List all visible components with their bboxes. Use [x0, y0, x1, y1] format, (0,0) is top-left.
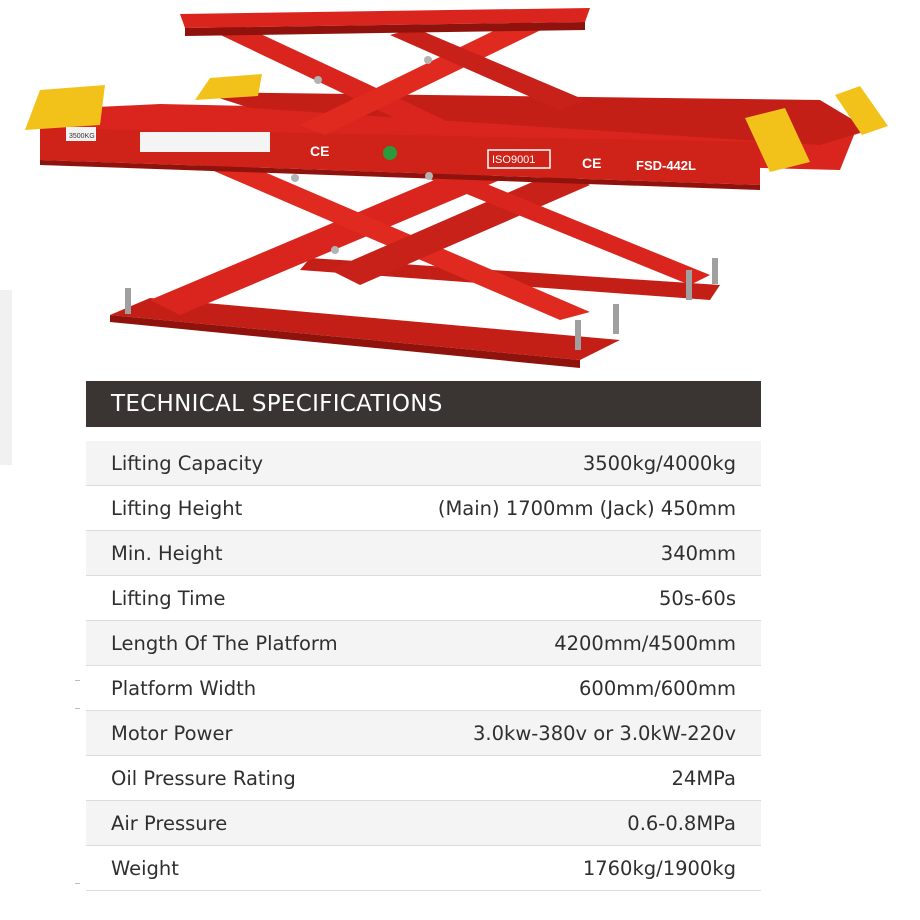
spec-row [86, 441, 761, 486]
foot-bolt [125, 288, 131, 314]
spec-value: 4200mm/4500mm [554, 631, 736, 655]
ce-mark: CE [310, 143, 330, 159]
spec-row [86, 531, 761, 576]
spec-label: Motor Power [111, 721, 233, 745]
product-image [0, 0, 920, 375]
ce-mark: CE [582, 155, 602, 171]
capacity-plate-text: 3500KG [69, 133, 95, 140]
spec-value: 340mm [660, 541, 736, 565]
spec-label: Lifting Height [111, 496, 243, 520]
spec-label: Length Of The Platform [111, 631, 338, 655]
spec-table-title: TECHNICAL SPECIFICATIONS [86, 381, 761, 427]
spec-label: Min. Height [111, 541, 223, 565]
spec-value: 50s-60s [659, 586, 736, 610]
spec-row [86, 486, 761, 531]
foot-bolt [575, 320, 581, 350]
spec-value: 600mm/600mm [579, 676, 736, 700]
spec-row [86, 621, 761, 666]
model-label: FSD-442L [636, 158, 696, 173]
spec-label: Lifting Capacity [111, 451, 264, 475]
spec-label: Air Pressure [111, 811, 228, 835]
spec-row [86, 666, 761, 711]
spec-row [86, 711, 761, 756]
spec-row [86, 756, 761, 801]
power-button-icon [383, 146, 397, 160]
spec-value: (Main) 1700mm (Jack) 450mm [437, 496, 736, 520]
spec-value: 3.0kw-380v or 3.0kW-220v [473, 721, 736, 745]
foot-bolt [686, 270, 692, 300]
spec-row [86, 576, 761, 621]
ramp-left [25, 85, 105, 130]
spec-label: Weight [111, 856, 179, 880]
spec-value: 24MPa [671, 766, 736, 790]
spec-label: Lifting Time [111, 586, 226, 610]
scissor-lift-illustration [0, 0, 920, 375]
foot-bolt [712, 258, 718, 284]
spec-value: 3500kg/4000kg [582, 451, 736, 475]
spec-row [86, 801, 761, 846]
ramp-left-rear [195, 74, 262, 100]
spec-row [86, 846, 761, 891]
spec-value: 1760kg/1900kg [582, 856, 736, 880]
spec-value: 0.6-0.8MPa [627, 811, 736, 835]
spec-table [86, 381, 761, 891]
spec-label: Platform Width [111, 676, 257, 700]
foot-bolt [613, 304, 619, 334]
iso-badge-text: ISO9001 [492, 154, 536, 166]
warning-sticker [140, 132, 270, 152]
spec-label: Oil Pressure Rating [111, 766, 296, 790]
